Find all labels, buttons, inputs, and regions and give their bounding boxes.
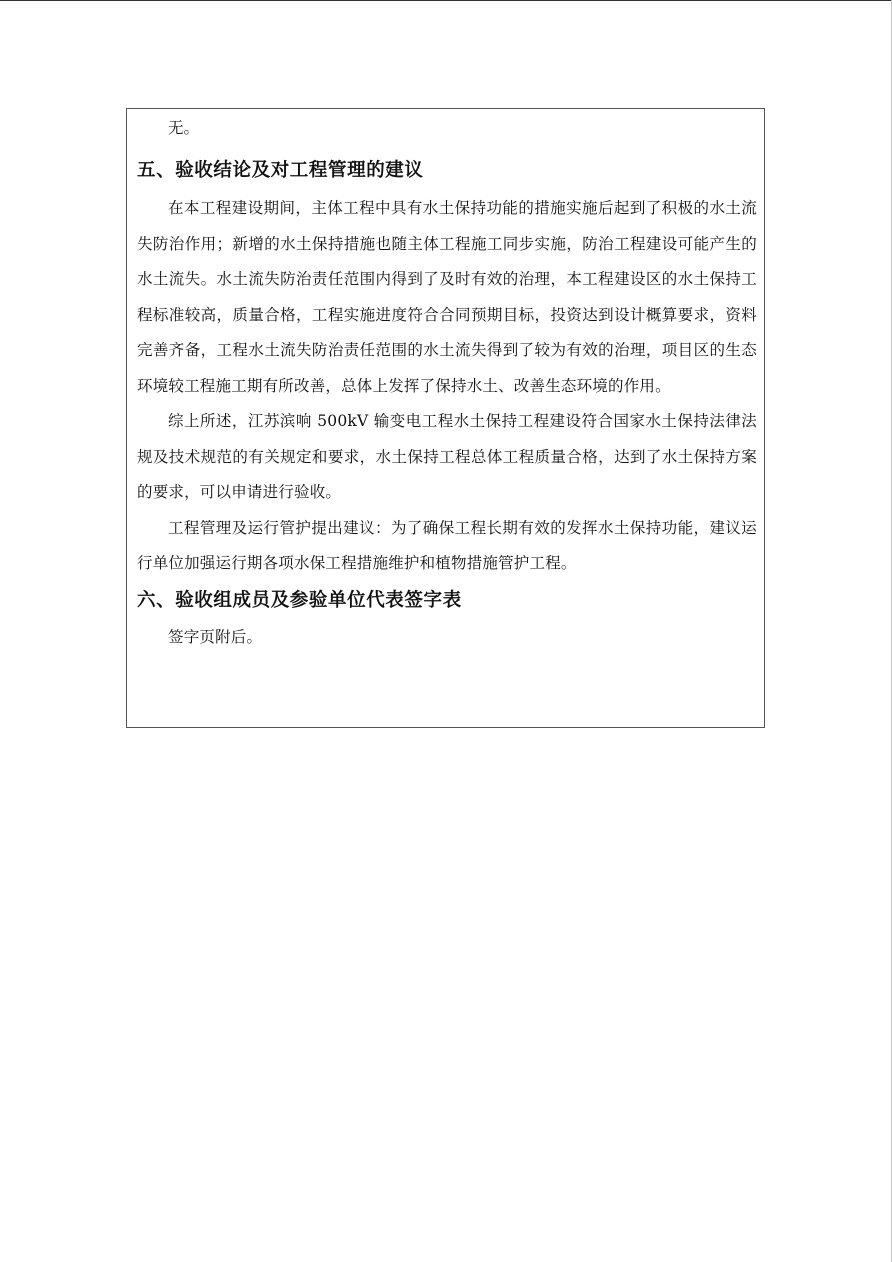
section-5-paragraph-2: 综上所述，江苏滨响 500kV 输变电工程水土保持工程建设符合国家水土保持法律法规及技术规范的有关规定和要求，水土保持工程总体工程质量合格，达到了水土保持方案的要求，可以申请进行验收。 (137, 412, 757, 501)
page-top-border (0, 0, 892, 1)
section-5-paragraph-1: 在本工程建设期间，主体工程中具有水土保持功能的措施实施后起到了积极的水土流失防治作用；新增的水土保持措施也随主体工程施工同步实施，防治工程建设可能产生的水土流失。水土流失防治责任范围内得到了及时有效的治理，本工程建设区的水土保持工程标准较高，质量合格，工程实施进度符合合同预期目标，投资达到设计概算要求，资料完善齐备，工程水土流失防治责任范围的水土流失得到了较为有效的治理，项目区的生态环境较工程施工期有所改善，总体上发挥了保持水土、改善生态环境的作用。 (137, 199, 757, 395)
previous-section-text: 无。 (168, 119, 200, 137)
document-content (137, 115, 757, 655)
document-frame (126, 108, 765, 728)
section-6-heading: 六、验收组成员及参验单位代表签字表 (137, 589, 462, 611)
section-5-paragraph-3: 工程管理及运行管护提出建议：为了确保工程长期有效的发挥水土保持功能，建议运行单位加强运行期各项水保工程措施维护和植物措施管护工程。 (137, 518, 757, 572)
section-6-paragraph: 签字页附后。 (168, 627, 263, 646)
section-5-heading: 五、验收结论及对工程管理的建议 (137, 160, 424, 181)
